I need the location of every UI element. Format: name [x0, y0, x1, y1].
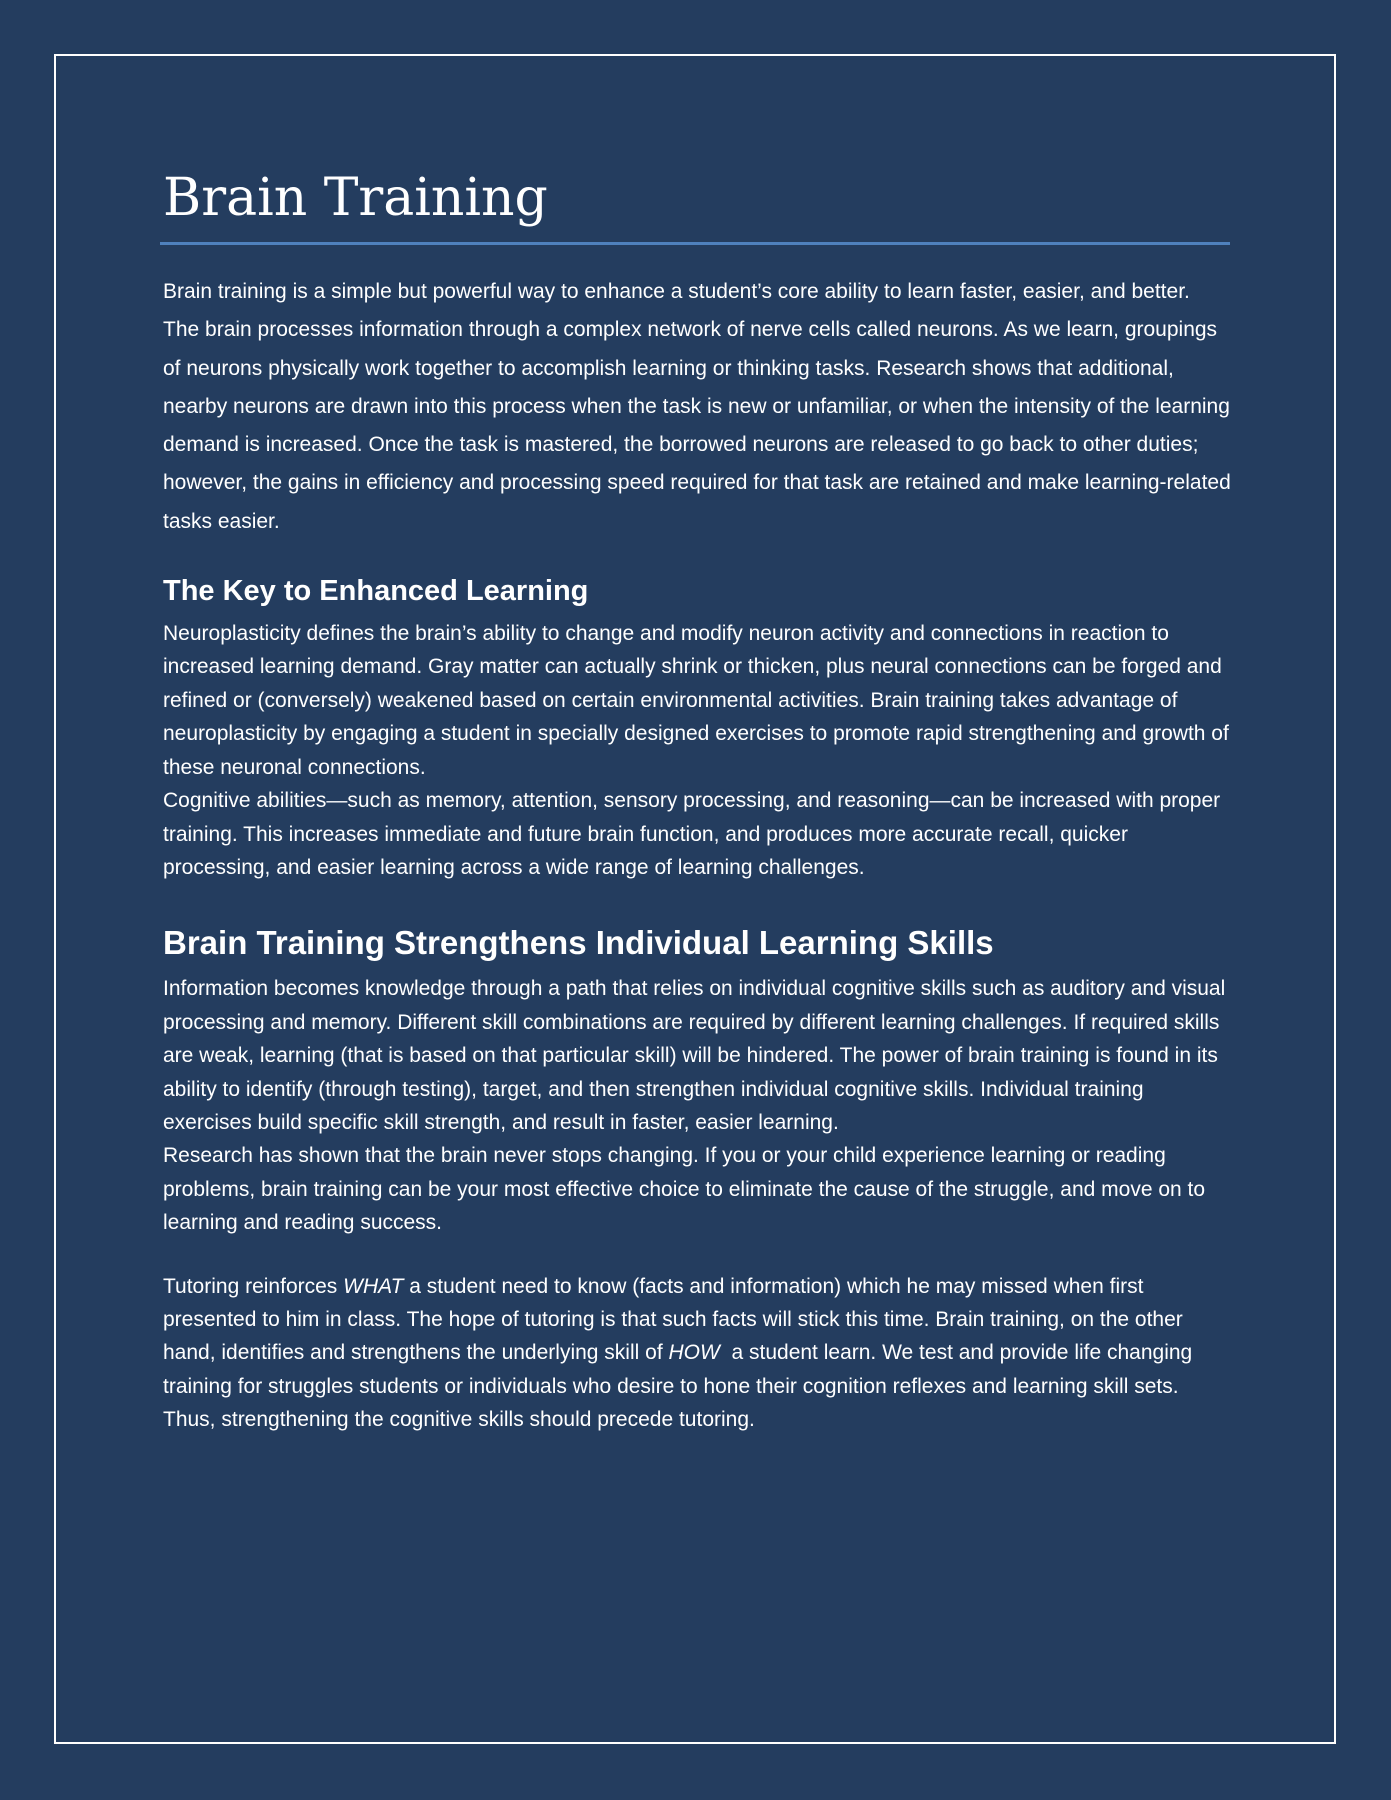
intro-paragraph: Brain training is a simple but powerful way to enhance a student’s core ability to learn faster, easier, and better. The brain processes information through a complex network of nerve cells called neurons. As we learn, groupings of neurons physically work together to accomplish learning or thinking tasks. Research shows that additional, nearby neurons are drawn into this process when the task is new or unfamiliar, or when the intensity of the learning demand is increased. Once the task is mastered, the borrowed neurons are released to go back to other duties; however, the gains in efficiency and processing speed required for that task are retained and make learning-related tasks easier.	[163, 280, 1231, 533]
page-title: Brain Training	[163, 168, 548, 228]
tutoring-text-c: a student learn. We test and provide life changing training for struggles students or individuals who desire to hone their cognition reflexes and learning skill sets. Thus, strengthening the cognitive skills should precede tutoring.	[163, 1341, 1199, 1432]
document-body	[163, 160, 1231, 1437]
tutoring-text-b: a student need to know (facts and information) which he may missed when first presented to him in class. The hope of tutoring is that such facts will stick this time. Brain training, on the other hand, identifies and strengthens the underlying skill of	[163, 1274, 1183, 1365]
paragraph-information-knowledge: Information becomes knowledge through a path that relies on individual cognitive skills such as auditory and visual processing and memory. Different skill combinations are required by different learning challenges. If required skills are weak, learning (that is based on that particular skill) will be hindered. The power of brain training is found in its ability to identify (through testing), target, and then strengthen individual cognitive skills. Individual training exercises build specific skill strength, and result in faster, easier learning.	[163, 977, 1226, 1134]
tutoring-text-a: Tutoring reinforces	[163, 1274, 344, 1298]
tutoring-emphasis-how: HOW	[668, 1341, 720, 1365]
paragraph-neuroplasticity: Neuroplasticity defines the brain’s ability to change and modify neuron activity and connections in reaction to increased learning demand. Gray matter can actually shrink or thicken, plus neural connections can be forged and refined or (conversely) weakened based on certain environmental activities. Brain training takes advantage of neuroplasticity by engaging a student in specially designed exercises to promote rapid strengthening and growth of these neuronal connections.	[163, 622, 1229, 779]
tutoring-emphasis-what: WHAT	[343, 1274, 404, 1298]
paragraph-tutoring	[163, 1270, 1231, 1437]
paragraph-cognitive-abilities: Cognitive abilities—such as memory, attention, sensory processing, and reasoning—can be increased with proper training. This increases immediate and future brain function, and produces more accurate recall, quicker processing, and easier learning across a wide range of learning challenges.	[163, 789, 1221, 879]
paragraph-research-brain-changing: Research has shown that the brain never stops changing. If you or your child experience learning or reading problems, brain training can be your most effective choice to eliminate the cause of the struggle, and move on to learning and reading success.	[163, 1144, 1206, 1235]
section-heading-key-to-learning: The Key to Enhanced Learning	[163, 575, 589, 608]
title-underline	[160, 242, 1230, 245]
section-heading-individual-skills: Brain Training Strengthens Individual Learning Skills	[163, 924, 994, 962]
